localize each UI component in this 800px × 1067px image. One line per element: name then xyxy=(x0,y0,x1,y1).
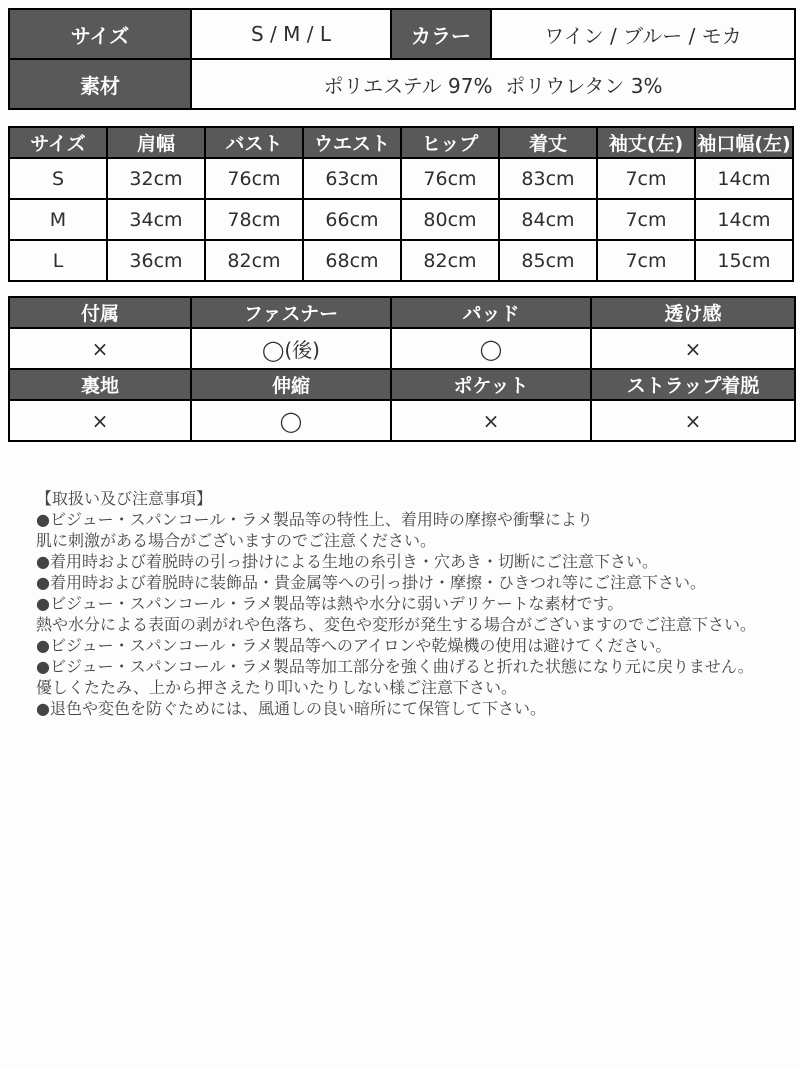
table-row-size-s xyxy=(9,158,793,199)
cell-l-length: 85cm xyxy=(499,240,597,281)
measurements-table xyxy=(8,126,794,282)
notes-title: 【取扱い及び注意事項】 xyxy=(36,489,213,508)
header-pocket: ポケット xyxy=(391,369,591,400)
header-strap-detachable: ストラップ着脱 xyxy=(591,369,795,400)
size-label: サイズ xyxy=(9,9,191,59)
cell-s-bust: 76cm xyxy=(205,158,303,199)
notes-line: ●着用時および着脱時の引っ掛けによる生地の糸引き・穴あき・切断にご注意下さい。 xyxy=(36,552,658,571)
value-pad: ◯ xyxy=(391,328,591,369)
features-value-row-1 xyxy=(9,328,795,369)
notes-line: ●ビジュー・スパンコール・ラメ製品等へのアイロンや乾燥機の使用は避けてください。 xyxy=(36,636,672,655)
cell-s-size: S xyxy=(9,158,107,199)
cell-l-shoulder: 36cm xyxy=(107,240,205,281)
notes-line: ●退色や変色を防ぐためには、風通しの良い暗所にて保管して下さい。 xyxy=(36,699,546,718)
col-header-shoulder: 肩幅 xyxy=(107,127,205,158)
cell-m-hip: 80cm xyxy=(401,199,499,240)
cell-m-length: 84cm xyxy=(499,199,597,240)
handling-notes xyxy=(8,488,793,719)
cell-s-sleeve: 7cm xyxy=(597,158,695,199)
col-header-cuff-width: 袖口幅(左) xyxy=(695,127,793,158)
col-header-length: 着丈 xyxy=(499,127,597,158)
value-pocket: × xyxy=(391,400,591,441)
cell-s-hip: 76cm xyxy=(401,158,499,199)
cell-s-length: 83cm xyxy=(499,158,597,199)
material-value: ポリエステル 97% ポリウレタン 3% xyxy=(191,59,795,109)
table-row-size-m xyxy=(9,199,793,240)
notes-line: ●ビジュー・スパンコール・ラメ製品等の特性上、着用時の摩擦や衝撃により xyxy=(36,510,593,529)
value-fastener: ◯(後) xyxy=(191,328,391,369)
header-fastener: ファスナー xyxy=(191,297,391,328)
notes-line: ●ビジュー・スパンコール・ラメ製品等は熱や水分に弱いデリケートな素材です。 xyxy=(36,594,624,613)
cell-l-cuff: 15cm xyxy=(695,240,793,281)
cell-m-waist: 66cm xyxy=(303,199,401,240)
notes-line: ●着用時および着脱時に装飾品・貴金属等への引っ掛け・摩擦・ひきつれ等にご注意下さい。 xyxy=(36,573,706,592)
cell-s-shoulder: 32cm xyxy=(107,158,205,199)
cell-l-bust: 82cm xyxy=(205,240,303,281)
measurements-header-row xyxy=(9,127,793,158)
size-value: S / M / L xyxy=(191,9,391,59)
cell-m-shoulder: 34cm xyxy=(107,199,205,240)
spec-row-size-color xyxy=(9,9,795,59)
color-value: ワイン / ブルー / モカ xyxy=(491,9,795,59)
col-header-bust: バスト xyxy=(205,127,303,158)
notes-line: 優しくたたみ、上から押さえたり叩いたりしない様ご注意下さい。 xyxy=(36,678,517,697)
header-sheerness: 透け感 xyxy=(591,297,795,328)
cell-m-size: M xyxy=(9,199,107,240)
header-lining: 裏地 xyxy=(9,369,191,400)
cell-l-hip: 82cm xyxy=(401,240,499,281)
col-header-waist: ウエスト xyxy=(303,127,401,158)
features-header-row-2 xyxy=(9,369,795,400)
spec-summary-table xyxy=(8,8,796,110)
cell-l-sleeve: 7cm xyxy=(597,240,695,281)
cell-l-waist: 68cm xyxy=(303,240,401,281)
value-accessories: × xyxy=(9,328,191,369)
cell-l-size: L xyxy=(9,240,107,281)
features-table xyxy=(8,296,796,442)
cell-m-sleeve: 7cm xyxy=(597,199,695,240)
header-pad: パッド xyxy=(391,297,591,328)
header-accessories: 付属 xyxy=(9,297,191,328)
notes-line: 肌に刺激がある場合がございますのでご注意ください。 xyxy=(36,531,437,550)
color-label: カラー xyxy=(391,9,491,59)
col-header-size: サイズ xyxy=(9,127,107,158)
cell-m-bust: 78cm xyxy=(205,199,303,240)
col-header-sleeve-length: 袖丈(左) xyxy=(597,127,695,158)
table-row-size-l xyxy=(9,240,793,281)
cell-s-waist: 63cm xyxy=(303,158,401,199)
value-strap-detachable: × xyxy=(591,400,795,441)
material-label: 素材 xyxy=(9,59,191,109)
cell-m-cuff: 14cm xyxy=(695,199,793,240)
notes-line: ●ビジュー・スパンコール・ラメ製品等加工部分を強く曲げると折れた状態になり元に戻りません。 xyxy=(36,657,754,676)
col-header-hip: ヒップ xyxy=(401,127,499,158)
header-stretch: 伸縮 xyxy=(191,369,391,400)
spec-row-material xyxy=(9,59,795,109)
value-sheerness: × xyxy=(591,328,795,369)
value-stretch: ◯ xyxy=(191,400,391,441)
features-value-row-2 xyxy=(9,400,795,441)
cell-s-cuff: 14cm xyxy=(695,158,793,199)
notes-line: 熱や水分による表面の剥がれや色落ち、変色や変形が発生する場合がございますのでご注意下さい。 xyxy=(36,615,757,634)
value-lining: × xyxy=(9,400,191,441)
features-header-row-1 xyxy=(9,297,795,328)
